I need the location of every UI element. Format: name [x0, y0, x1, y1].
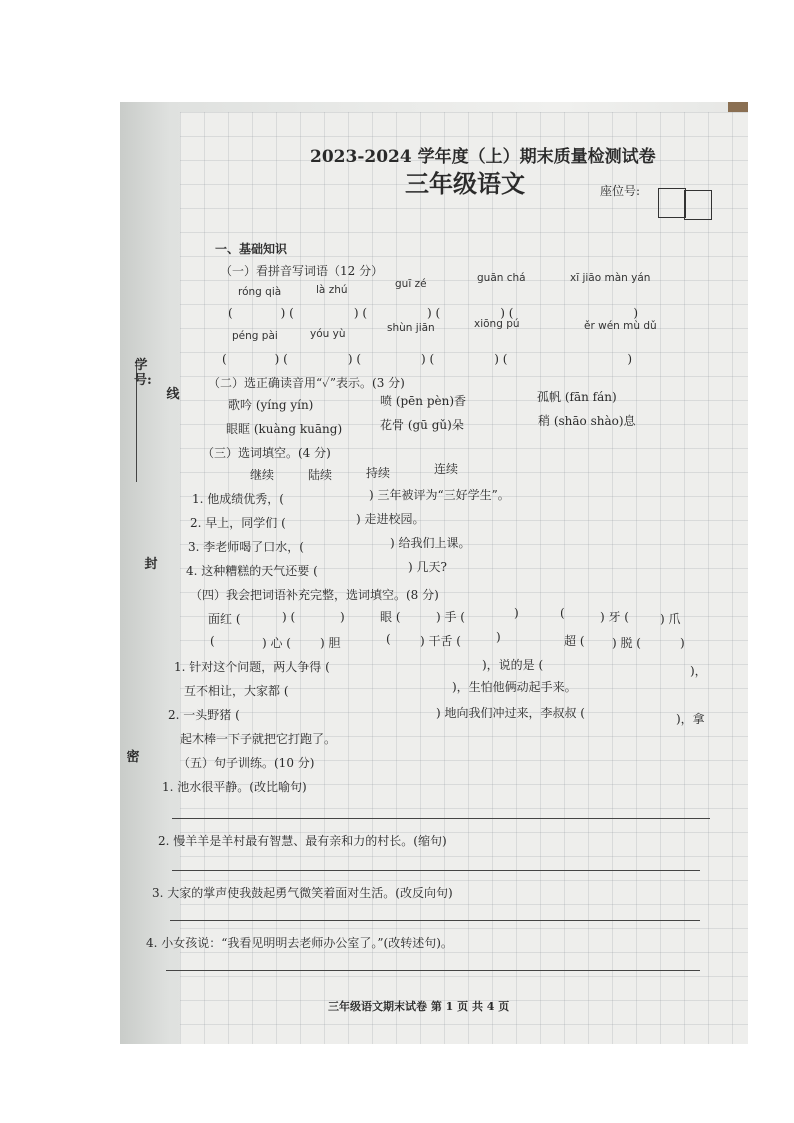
pinyin-2: là zhú — [316, 284, 348, 296]
idiom-r1-5: ) 手 ( — [436, 610, 465, 624]
pron-item-4[interactable]: 眼眶 (kuàng kuāng) — [226, 422, 343, 436]
fill-q3-end: ) 给我们上课。 — [390, 536, 471, 550]
idiom-r1-7: ( — [560, 606, 565, 620]
fill-q1-start: 1. 他成绩优秀，( — [192, 492, 284, 506]
fill-q2-start: 2. 早上，同学们 ( — [190, 516, 286, 530]
idiom-q2-c: )，拿 — [676, 712, 705, 726]
idiom-r1-2: ) ( — [282, 610, 296, 624]
pron-item-1[interactable]: 歌吟 (yíng yín) — [228, 398, 314, 412]
idiom-r2-4: ( — [386, 632, 391, 646]
idiom-r1-1: 面红 ( — [208, 612, 241, 626]
word-option-1: 继续 — [250, 468, 275, 482]
exam-subject: 三年级语文 — [405, 170, 525, 198]
idiom-r2-6: ) — [496, 630, 501, 644]
word-option-2: 陆续 — [308, 468, 333, 482]
idiom-r2-8: ) 脱 ( — [612, 636, 641, 650]
answer-row-2[interactable]: ( ) ( ) ( ) ( ) ( ) — [222, 352, 633, 366]
answer-line-3[interactable] — [170, 920, 700, 921]
fill-q3-start: 3. 李老师喝了口水，( — [188, 540, 304, 554]
margin-seal-char: 封 — [144, 557, 158, 572]
seat-box-2[interactable] — [684, 190, 712, 220]
pron-item-2[interactable]: 喷 (pēn pèn)香 — [380, 394, 467, 408]
idiom-r1-9: ) 爪 — [660, 612, 681, 626]
sentence-q3: 3. 大家的掌声使我鼓起勇气微笑着面对生活。(改反向句) — [152, 886, 453, 900]
idiom-q2-a: 2. 一头野猪 ( — [168, 708, 240, 722]
answer-line-2[interactable] — [172, 870, 700, 871]
photo-frame — [120, 102, 748, 1044]
fill-q1-end: ) 三年被评为“三好学生”。 — [369, 488, 510, 502]
pinyin-8: shùn jiān — [387, 322, 435, 334]
pron-item-5[interactable]: 花骨 (gū gǔ)朵 — [380, 418, 464, 432]
sentence-q4: 4. 小女孩说：“我看见明明去老师办公室了。”(改转述句)。 — [146, 936, 453, 950]
idiom-r2-1: ( — [210, 634, 215, 648]
word-option-4: 连续 — [434, 462, 459, 476]
part-1-title: （一）看拼音写词语（12 分） — [220, 264, 384, 278]
margin-secret-char: 密 — [126, 750, 140, 765]
idiom-r1-8: ) 牙 ( — [600, 610, 629, 624]
idiom-q1-a: 1. 针对这个问题，两人争得 ( — [174, 660, 330, 674]
pinyin-3: guī zé — [395, 278, 427, 290]
pinyin-1: róng qià — [238, 286, 282, 298]
part-4-title: （四）我会把词语补充完整，选词填空。(8 分) — [190, 588, 439, 602]
idiom-r1-6: ) — [514, 606, 519, 620]
fill-q4-start: 4. 这种糟糕的天气还要 ( — [186, 564, 318, 578]
pinyin-9: xiōng pú — [474, 318, 520, 330]
exam-title: 2023-2024 学年度（上）期末质量检测试卷 — [310, 147, 656, 167]
part-2-title: （二）选正确读音用“✓”表示。(3 分) — [208, 376, 405, 390]
fill-q4-end: ) 几天? — [408, 560, 447, 574]
idiom-q1-e: )，生怕他俩动起手来。 — [452, 680, 577, 694]
student-id-label: 学号: — [134, 358, 152, 388]
sentence-q1: 1. 池水很平静。(改比喻句) — [162, 780, 307, 794]
pinyin-5: xī jiāo màn yán — [570, 272, 651, 284]
seat-box-1[interactable] — [658, 188, 686, 218]
pron-item-6[interactable]: 稍 (shāo shào)息 — [538, 414, 636, 428]
idiom-q1-c: )， — [690, 664, 707, 678]
idiom-q2-b: ) 地向我们冲过来，李叔叔 ( — [436, 706, 585, 720]
sentence-q2: 2. 慢羊羊是羊村最有智慧、最有亲和力的村长。(缩句) — [158, 834, 447, 848]
pinyin-7: yóu yù — [310, 328, 346, 340]
answer-row-1[interactable]: ( ) ( ) ( ) ( ) ( ) — [228, 306, 639, 320]
margin-line-char: 线 — [166, 387, 180, 402]
word-option-3: 持续 — [366, 466, 391, 480]
idiom-r1-4: 眼 ( — [380, 610, 401, 624]
idiom-q2-d: 起木棒一下子就把它打跑了。 — [180, 732, 337, 746]
pinyin-6: péng pài — [232, 330, 278, 342]
answer-line-1[interactable] — [172, 818, 710, 819]
part-5-title: （五）句子训练。(10 分) — [178, 756, 315, 770]
section-1-title: 一、基础知识 — [215, 242, 288, 256]
pinyin-4: guān chá — [477, 272, 526, 284]
page-footer: 三年级语文期末试卷 第 1 页 共 4 页 — [328, 1000, 510, 1013]
fill-q2-end: ) 走进校园。 — [356, 512, 425, 526]
pron-item-3[interactable]: 孤帆 (fān fán) — [537, 390, 617, 404]
idiom-r2-2: ) 心 ( — [262, 636, 291, 650]
idiom-q1-b: )，说的是 ( — [482, 658, 544, 672]
exam-sheet — [146, 112, 748, 1044]
idiom-q1-d: 互不相让，大家都 ( — [184, 684, 289, 698]
pinyin-10: ěr wén mù dǔ — [584, 320, 657, 332]
seat-label: 座位号: — [600, 184, 641, 198]
answer-line-4[interactable] — [166, 970, 700, 971]
idiom-r2-7: 超 ( — [564, 634, 585, 648]
idiom-r2-9: ) — [680, 636, 685, 650]
idiom-r2-5: ) 干舌 ( — [420, 634, 461, 648]
idiom-r2-3: ) 胆 — [320, 636, 341, 650]
idiom-r1-3: ) — [340, 610, 345, 624]
part-3-title: （三）选词填空。(4 分) — [202, 446, 331, 460]
